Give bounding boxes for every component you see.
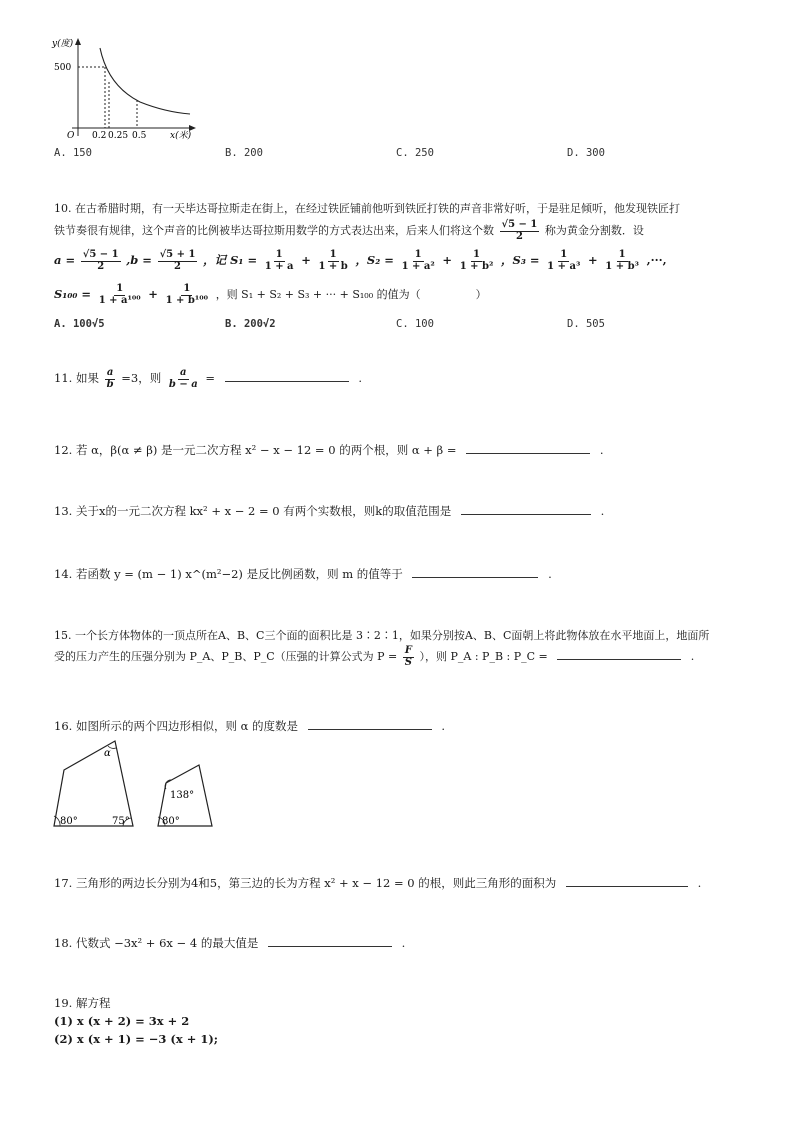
q9-option-b[interactable]: B. 200 xyxy=(225,147,263,159)
q17: 17. 三角形的两边长分别为4和5，第三边的长为方程 x² + x − 12 = 0 的根，则此三角形的面积为 . xyxy=(54,876,702,890)
s2-term-b: $\frac{1}{\text{1 + b²}}$ xyxy=(459,249,494,272)
q19-part2: (2) x (x + 1) = −3 (x + 1); xyxy=(54,1032,219,1046)
q13-answer-blank[interactable] xyxy=(461,502,591,515)
x-axis-label: x(米) xyxy=(170,131,192,141)
x-tick-0-5: 0.5 xyxy=(132,131,147,141)
q15-line2: 受的压力产生的压强分别为 P_A、P_B、P_C（压强的计算公式为 P = $\frac{F}{S}$ ），则 P_A : P_B : P_C = . xyxy=(54,645,695,668)
q10-line4: S₁₀₀ = $\frac{1}{\text{1 + a¹⁰⁰}}$ + $\frac{1}{\text{1 + b¹⁰⁰}}$ ，则 S₁ + S₂ + S₃ + ··· + S₁₀₀ 的值为（ ） xyxy=(54,283,487,306)
x-tick-0-2: 0.2 xyxy=(92,131,107,141)
alpha-label: α xyxy=(104,748,111,759)
y-axis-arrow xyxy=(75,38,81,45)
q11: 11. 如果 $\frac{a}{b}$ =3，则 $\frac{a}{b - a}$ = . xyxy=(54,367,362,390)
q9-option-a[interactable]: A. 150 xyxy=(54,147,92,159)
q10-line3: a = $\frac{√5 - 1}{2}$ ,b = $\frac{√5 + 1}{2}$ ，记 S₁ = $\frac{1}{1 + a}$ + $\frac{1}{1 + b}$ ，S₂ = $\frac{1}{\text{1 + a²}}$ + $\frac{1}{\text{1 + b²}}$ ，S₃ = $\frac{1}{\text{1 + a³}}$ + $\frac{1}{\text{1 + b³}}$ ,···, xyxy=(54,249,667,272)
q10-text-1: 在古希腊时期，有一天毕达哥拉斯走在街上，在经过铁匠铺前他听到铁匠打铁的声音非常好听，于是驻足倾听，他发现铁匠打 xyxy=(75,202,680,215)
q10-line1 xyxy=(54,200,680,216)
q11-fraction-2: $\frac{a}{b - a}$ xyxy=(168,367,198,390)
s3-term-b: $\frac{1}{\text{1 + b³}}$ xyxy=(605,249,639,272)
q14-answer-blank[interactable] xyxy=(412,565,538,578)
s1-term-b: $\frac{1}{1 + b}$ xyxy=(318,249,348,272)
s2-term-a: $\frac{1}{\text{1 + a²}}$ xyxy=(401,249,435,272)
y-tick-500: 500 xyxy=(54,63,72,73)
q10-text-2a: 铁节奏很有规律，这个声音的比例被毕达哥拉斯用数学的方式表达出来，后来人们将这个数 xyxy=(54,224,494,237)
q19-part1: (1) x (x + 2) = 3x + 2 xyxy=(54,1014,190,1028)
q18: 18. 代数式 −3x² + 6x − 4 的最大值是 . xyxy=(54,936,406,950)
q14: 14. 若函数 y = (m − 1) x^(m²−2) 是反比例函数，则 m 的值等于 . xyxy=(54,567,552,581)
q15-answer-blank[interactable] xyxy=(557,647,681,660)
x-tick-0-25: 0.25 xyxy=(108,131,129,141)
q11-fraction-1: $\frac{a}{b}$ xyxy=(106,367,114,390)
q10-number: 10. xyxy=(54,202,72,215)
angle-80-right: 80° xyxy=(162,816,180,827)
q9-option-c[interactable]: C. 250 xyxy=(396,147,434,159)
s100-term-a: $\frac{1}{\text{1 + a¹⁰⁰}}$ xyxy=(98,283,141,306)
pressure-formula-fraction: $\frac{F}{S}$ xyxy=(404,645,412,668)
y-axis-label: y(度) xyxy=(52,39,74,49)
quadrilateral-left xyxy=(50,738,140,830)
q10-text-2b: 称为黄金分割数．设 xyxy=(544,224,644,237)
q13: 13. 关于x的一元二次方程 kx² + x − 2 = 0 有两个实数根，则k的取值范围是 . xyxy=(54,504,605,518)
s1-term-a: $\frac{1}{1 + a}$ xyxy=(264,249,294,272)
q18-answer-blank[interactable] xyxy=(268,934,392,947)
quadrilateral-right xyxy=(154,763,216,830)
q19-title: 19. 解方程 xyxy=(54,996,111,1010)
q12: 12. 若 α，β(α ≠ β) 是一元二次方程 x² − x − 12 = 0 的两个根，则 α + β = . xyxy=(54,443,604,457)
hyperbola-curve xyxy=(100,48,190,114)
q12-answer-blank[interactable] xyxy=(466,441,590,454)
q10-option-b[interactable]: B. 200√2 xyxy=(225,318,276,330)
angle-75: 75° xyxy=(112,816,130,827)
q10-option-d[interactable]: D. 505 xyxy=(567,318,605,330)
q11-answer-blank[interactable] xyxy=(225,369,349,382)
q15-line1: 15. 一个长方体物体的一顶点所在A、B、C三个面的面积比是 3∶2∶1，如果分别按A、B、C面朝上将此物体放在水平地面上，地面所 xyxy=(54,629,710,642)
q10-option-a[interactable]: A. 100√5 xyxy=(54,318,105,330)
q16: 16. 如图所示的两个四边形相似，则 α 的度数是 . xyxy=(54,719,445,733)
golden-ratio-fraction: $\frac{√5 - 1}{2}$ xyxy=(501,219,538,242)
origin-label: O xyxy=(67,131,75,141)
angle-138: 138° xyxy=(170,790,195,801)
q9-option-d[interactable]: D. 300 xyxy=(567,147,605,159)
s3-term-a: $\frac{1}{\text{1 + a³}}$ xyxy=(547,249,581,272)
inverse-function-graph xyxy=(50,36,210,144)
q17-answer-blank[interactable] xyxy=(566,874,688,887)
angle-80-left: 80° xyxy=(60,816,78,827)
b-fraction: $\frac{√5 + 1}{2}$ xyxy=(159,249,196,272)
q10-line2 xyxy=(54,220,644,242)
a-fraction: $\frac{√5 - 1}{2}$ xyxy=(82,249,119,272)
q16-answer-blank[interactable] xyxy=(308,717,432,730)
q10-option-c[interactable]: C. 100 xyxy=(396,318,434,330)
s100-term-b: $\frac{1}{\text{1 + b¹⁰⁰}}$ xyxy=(165,283,209,306)
